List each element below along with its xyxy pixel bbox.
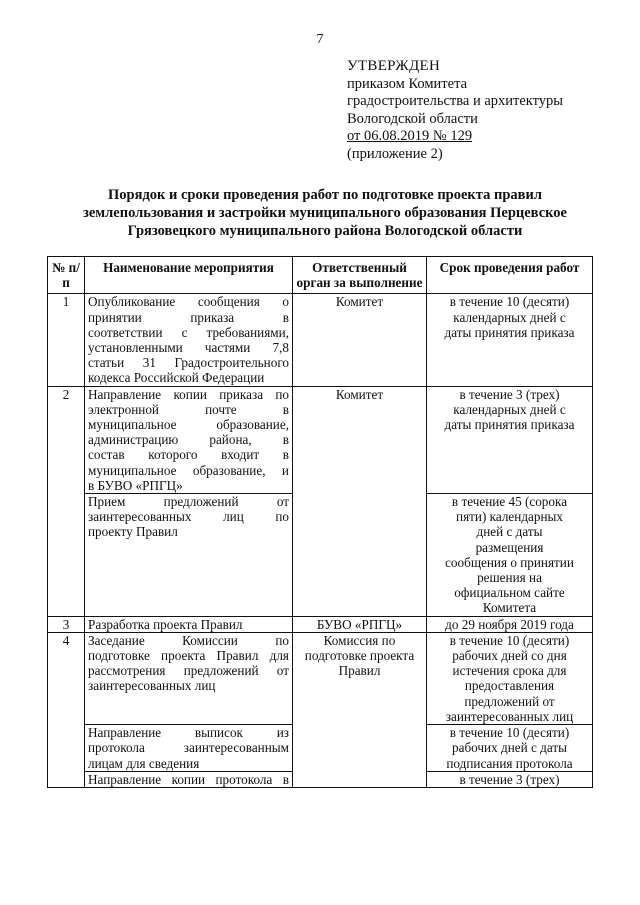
approval-line-2: градостроительства и архитектуры (347, 93, 564, 109)
table-row (48, 294, 593, 386)
row-number: 3 (48, 616, 85, 632)
row-activity: Опубликование сообщения о принятии приказа в соответствии с требованиями, установленными частями 7,8 статьи 31 Градостроительного кодекса Российской Федерации (85, 294, 293, 386)
row-deadline: в течение 10 (десяти) рабочих дней с даты подписания протокола (427, 725, 593, 772)
header-term: Срок проведения работ (427, 257, 593, 294)
approval-line-3: Вологодской области (347, 110, 478, 127)
document-title (60, 186, 590, 240)
row-number: 2 (48, 386, 85, 616)
row-number: 1 (48, 294, 85, 386)
approval-date-number: от 06.08.2019 № 129 (347, 128, 473, 144)
page-number: 7 (316, 32, 324, 47)
row-responsible: Комиссия по подготовке проекта Правил (293, 632, 427, 787)
table-row (48, 632, 593, 724)
row-deadline: до 29 ноября 2019 года (427, 616, 593, 632)
approval-title: УТВЕРЖДЕН (347, 58, 441, 74)
document-title-line-2: землепользования и застройки муниципального образования Перцевское (83, 205, 567, 221)
row-deadline: в течение 45 (сорока пяти) календарных дней с даты размещения сообщения о принятии решения на официальном сайте Комитета (427, 494, 593, 617)
header-org: Ответственный орган за выполнение (293, 257, 427, 294)
row-activity: Направление копии приказа по электронной почте в муниципальное образование, администрацию района, в состав которого входит в муниципальное образование, и в БУВО «РПГЦ» (85, 386, 293, 493)
row-number: 4 (48, 632, 85, 787)
row-deadline: в течение 10 (десяти) рабочих дней со дня истечения срока для предоставления предложений от заинтересованных лиц (427, 632, 593, 724)
schedule-table (47, 256, 593, 788)
row-responsible: Комитет (293, 386, 427, 616)
row-activity: Заседание Комиссии по подготовке проекта Правил для рассмотрения предложений от заинтересованных лиц (85, 632, 293, 724)
document-title-line-1: Порядок и сроки проведения работ по подготовке проекта правил (108, 187, 542, 203)
table-row (48, 616, 593, 632)
approval-stamp (347, 58, 563, 163)
row-activity: Прием предложений от заинтересованных лиц по проекту Правил (85, 494, 293, 617)
row-deadline: в течение 3 (трех) (427, 771, 593, 787)
row-activity: Направление выписок из протокола заинтересованным лицам для сведения (85, 725, 293, 772)
header-name: Наименование мероприятия (85, 257, 293, 294)
row-responsible: Комитет (293, 294, 427, 386)
row-responsible: БУВО «РПГЦ» (293, 616, 427, 632)
approval-line-1: приказом Комитета (347, 75, 468, 92)
table-header-row (48, 257, 593, 294)
row-deadline: в течение 10 (десяти) календарных дней с даты принятия приказа (427, 294, 593, 386)
row-deadline: в течение 3 (трех) календарных дней с даты принятия приказа (427, 386, 593, 493)
row-activity: Направление копии протокола в (85, 771, 293, 787)
header-num: № п/п (48, 257, 85, 294)
table-row (48, 386, 593, 493)
approval-appendix: (приложение 2) (347, 145, 443, 162)
document-title-line-3: Грязовецкого муниципального района Вологодской области (127, 223, 523, 239)
row-activity: Разработка проекта Правил (85, 616, 293, 632)
